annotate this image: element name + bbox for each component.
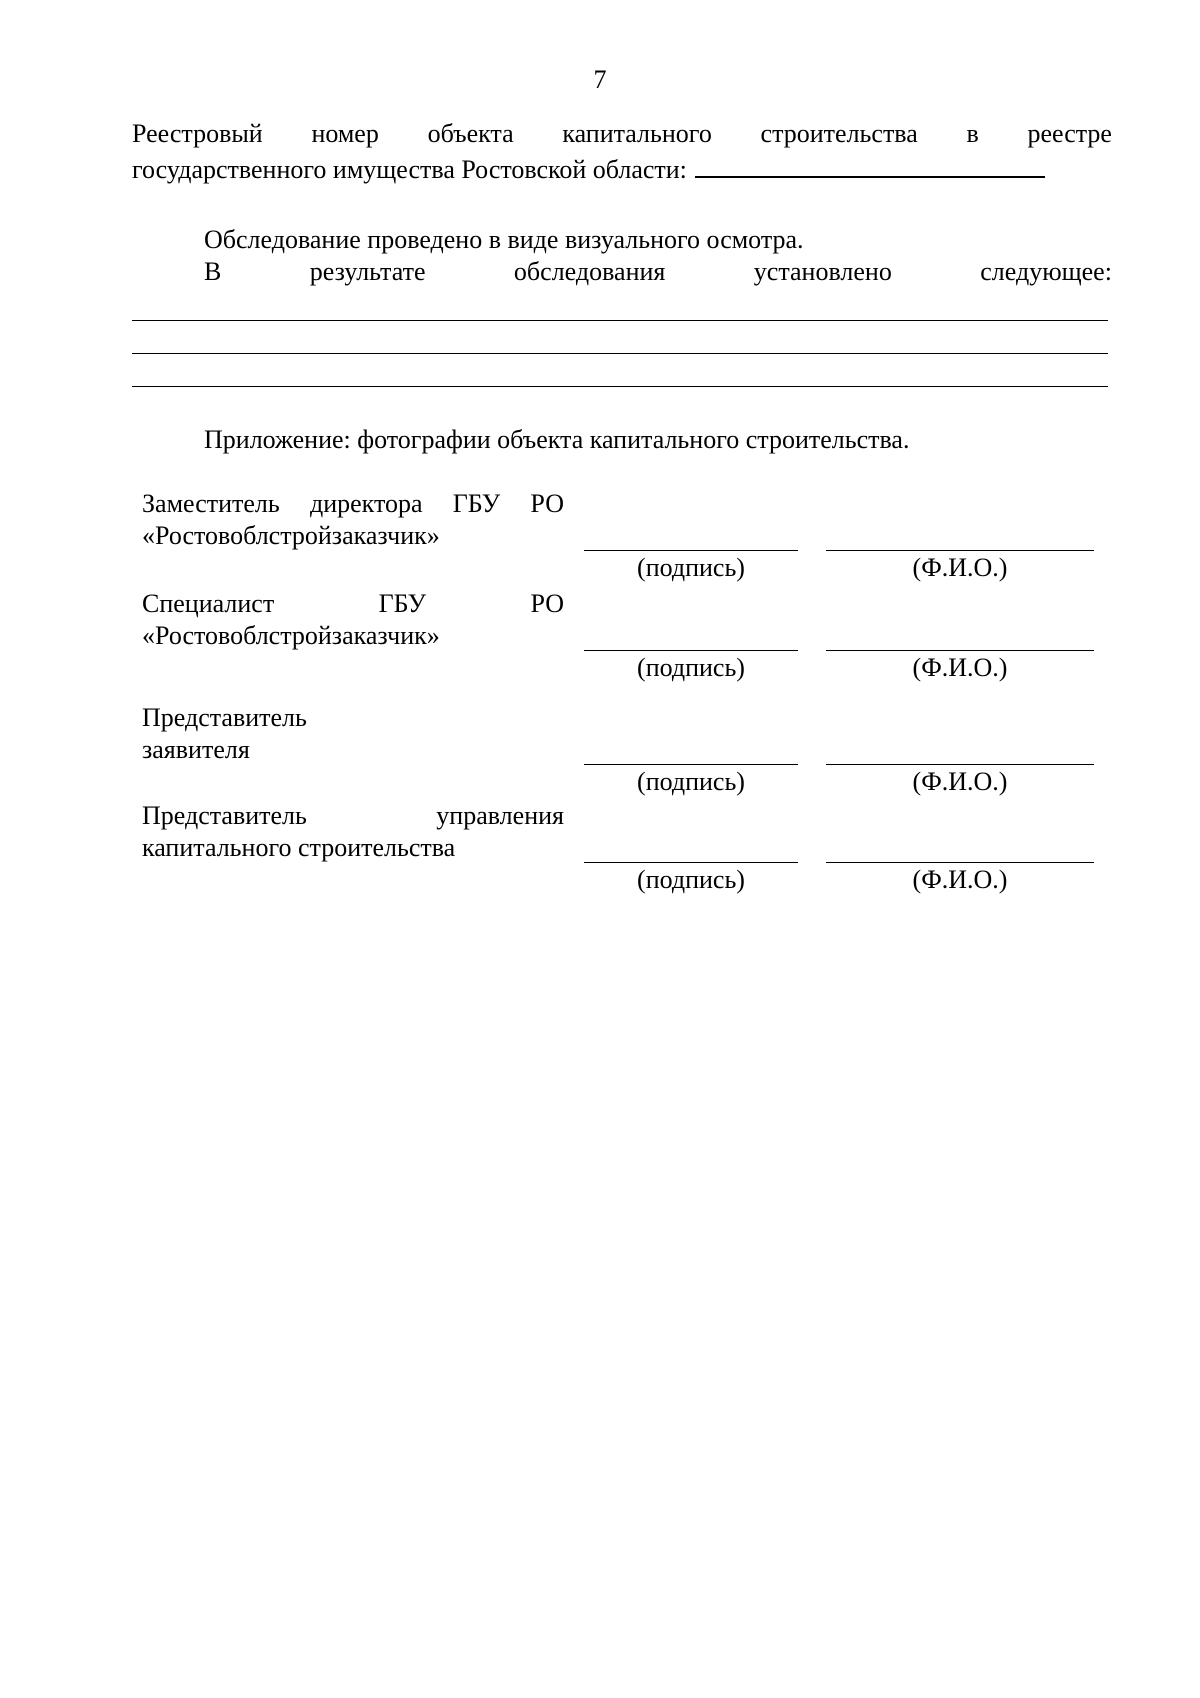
role-word: РО bbox=[530, 489, 564, 518]
registry-word: капитального bbox=[562, 119, 712, 148]
survey-line-1: Обследование проведено в виде визуального осмотра. bbox=[204, 225, 804, 254]
fio-line[interactable] bbox=[826, 862, 1094, 863]
survey-word: В bbox=[204, 257, 222, 286]
fio-line[interactable] bbox=[826, 650, 1094, 651]
registry-word: в bbox=[966, 119, 979, 148]
result-blank-line[interactable] bbox=[132, 353, 1108, 354]
registry-label: государственного имущества Ростовской области: bbox=[132, 155, 687, 184]
role-word: ГБУ bbox=[378, 589, 427, 618]
signature-role-line-1 bbox=[142, 588, 564, 620]
registry-word: реестре bbox=[1027, 119, 1112, 148]
signature-line[interactable] bbox=[584, 550, 798, 551]
signature-role-line-2: «Ростовоблстройзаказчик» bbox=[142, 521, 440, 550]
registry-word: Реестровый bbox=[132, 119, 263, 148]
role-word: Представитель bbox=[142, 801, 307, 830]
signature-caption: (подпись) bbox=[637, 767, 745, 796]
signature-caption: (подпись) bbox=[637, 553, 745, 582]
fio-caption: (Ф.И.О.) bbox=[912, 553, 1008, 582]
fio-caption: (Ф.И.О.) bbox=[912, 767, 1008, 796]
signature-role bbox=[142, 588, 564, 652]
signature-line[interactable] bbox=[584, 650, 798, 651]
fio-caption: (Ф.И.О.) bbox=[912, 865, 1008, 894]
result-blank-line[interactable] bbox=[132, 320, 1108, 321]
attachment-note: Приложение: фотографии объекта капитального строительства. bbox=[204, 425, 910, 454]
signature-role bbox=[142, 702, 564, 766]
role-word: Заместитель bbox=[142, 489, 280, 518]
survey-word: следующее: bbox=[980, 257, 1112, 286]
signature-caption: (подпись) bbox=[637, 653, 745, 682]
signature-block-applicant bbox=[132, 702, 1132, 796]
signature-role bbox=[142, 488, 564, 552]
registry-number-blank[interactable] bbox=[695, 150, 1045, 178]
survey-line-2 bbox=[204, 256, 1112, 288]
fio-line[interactable] bbox=[826, 764, 1094, 765]
signature-block-construction-department bbox=[132, 800, 1132, 894]
signature-role-line-1 bbox=[142, 800, 564, 832]
signature-role-line-2: «Ростовоблстройзаказчик» bbox=[142, 621, 440, 650]
fio-line[interactable] bbox=[826, 550, 1094, 551]
survey-word: результате bbox=[309, 257, 426, 286]
signature-role-line-2: заявителя bbox=[142, 735, 250, 764]
role-word: РО bbox=[530, 589, 564, 618]
survey-word: обследования bbox=[513, 257, 666, 286]
signature-role bbox=[142, 800, 564, 864]
page-number: 7 bbox=[593, 65, 607, 94]
role-word: Специалист bbox=[142, 589, 275, 618]
signature-block-specialist bbox=[132, 588, 1132, 682]
registry-word: строительства bbox=[760, 119, 918, 148]
signature-role-line-1: Представитель bbox=[142, 703, 307, 732]
survey-word: установлено bbox=[753, 257, 892, 286]
registry-word: объекта bbox=[427, 119, 514, 148]
registry-line-1 bbox=[132, 118, 1112, 150]
signature-block-deputy-director bbox=[132, 488, 1132, 582]
signature-line[interactable] bbox=[584, 764, 798, 765]
role-word: ГБУ bbox=[452, 489, 501, 518]
signature-role-line-2: капитального строительства bbox=[142, 833, 456, 862]
role-word: управления bbox=[436, 801, 564, 830]
signature-caption: (подпись) bbox=[637, 865, 745, 894]
registry-word: номер bbox=[311, 119, 379, 148]
registry-line-2 bbox=[132, 150, 1045, 186]
signature-line[interactable] bbox=[584, 862, 798, 863]
result-blank-line[interactable] bbox=[132, 386, 1108, 387]
signature-role-line-1 bbox=[142, 488, 564, 520]
fio-caption: (Ф.И.О.) bbox=[912, 653, 1008, 682]
role-word: директора bbox=[309, 489, 423, 518]
